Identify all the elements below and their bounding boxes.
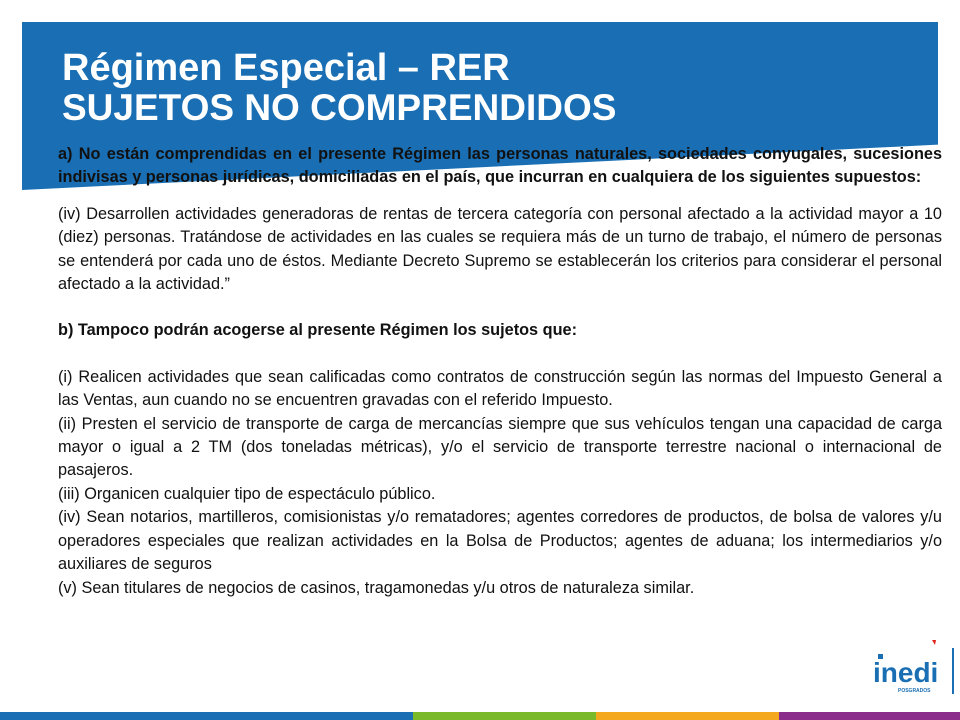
slide-title: [62, 48, 616, 128]
footer-stripe-purple: [779, 712, 960, 720]
footer-stripe-orange: [596, 712, 779, 720]
section-a-item-iv: (iv) Desarrollen actividades generadoras de rentas de tercera categoría con personal afectado a la actividad mayor a 10 (diez) personas. Tratándose de actividades en las cuales se requiera más de un turno de trabajo, el número de personas se entenderá por cada uno de éstos. Mediante Decreto Supremo se establecerán los criterios para considerar el personal afectado a la actividad.”: [58, 204, 942, 294]
section-b-intro: b) Tampoco podrán acogerse al presente Régimen los sujetos que:: [58, 321, 578, 340]
section-b-item: (ii) Presten el servicio de transporte de carga de mercancías siempre que sus vehículos tengan una capacidad de carga mayor o igual a 2 TM (dos toneladas métricas), y/o el servicio de transporte terrestre nacional o internacional de pasajeros.: [58, 414, 942, 480]
title-line-2: SUJETOS NO COMPRENDIDOS: [62, 87, 617, 128]
section-b-item: (i) Realicen actividades que sean calificadas como contratos de construcción según las normas del Impuesto General a las Ventas, aun cuando no se encuentren gravadas con el referido Impuesto.: [58, 367, 942, 410]
slide-body: [58, 143, 942, 600]
footer-stripe-blue: [0, 712, 413, 720]
logo-accent-mark: [932, 640, 936, 645]
footer-stripe-green: [413, 712, 596, 720]
title-line-1: Régimen Especial – RER: [62, 47, 510, 89]
logo-tagline: POSGRADOS: [898, 688, 931, 694]
inedi-logo: [872, 640, 958, 700]
footer-stripes: [0, 712, 960, 720]
section-a-intro: a) No están comprendidas en el presente Régimen las personas naturales, sociedades conyugales, sucesiones indivisas y personas jurídicas, domiciliadas en el país, que incurran en cualquiera de los siguientes supuestos:: [58, 145, 942, 187]
section-b-item: (iii) Organicen cualquier tipo de espectáculo público.: [58, 484, 436, 503]
logo-divider: [952, 648, 954, 694]
section-b-item: (iv) Sean notarios, martilleros, comisionistas y/o rematadores; agentes corredores de productos, de bolsa de valores y/u operadores especiales que realizan actividades en la Bolsa de Productos; agentes de aduana; los intermediarios y/o auxiliares de seguros: [58, 508, 942, 574]
logo-wordmark: inedi: [873, 657, 939, 688]
section-b-item: (v) Sean titulares de negocios de casinos, tragamonedas y/u otros de naturaleza similar.: [58, 578, 695, 597]
